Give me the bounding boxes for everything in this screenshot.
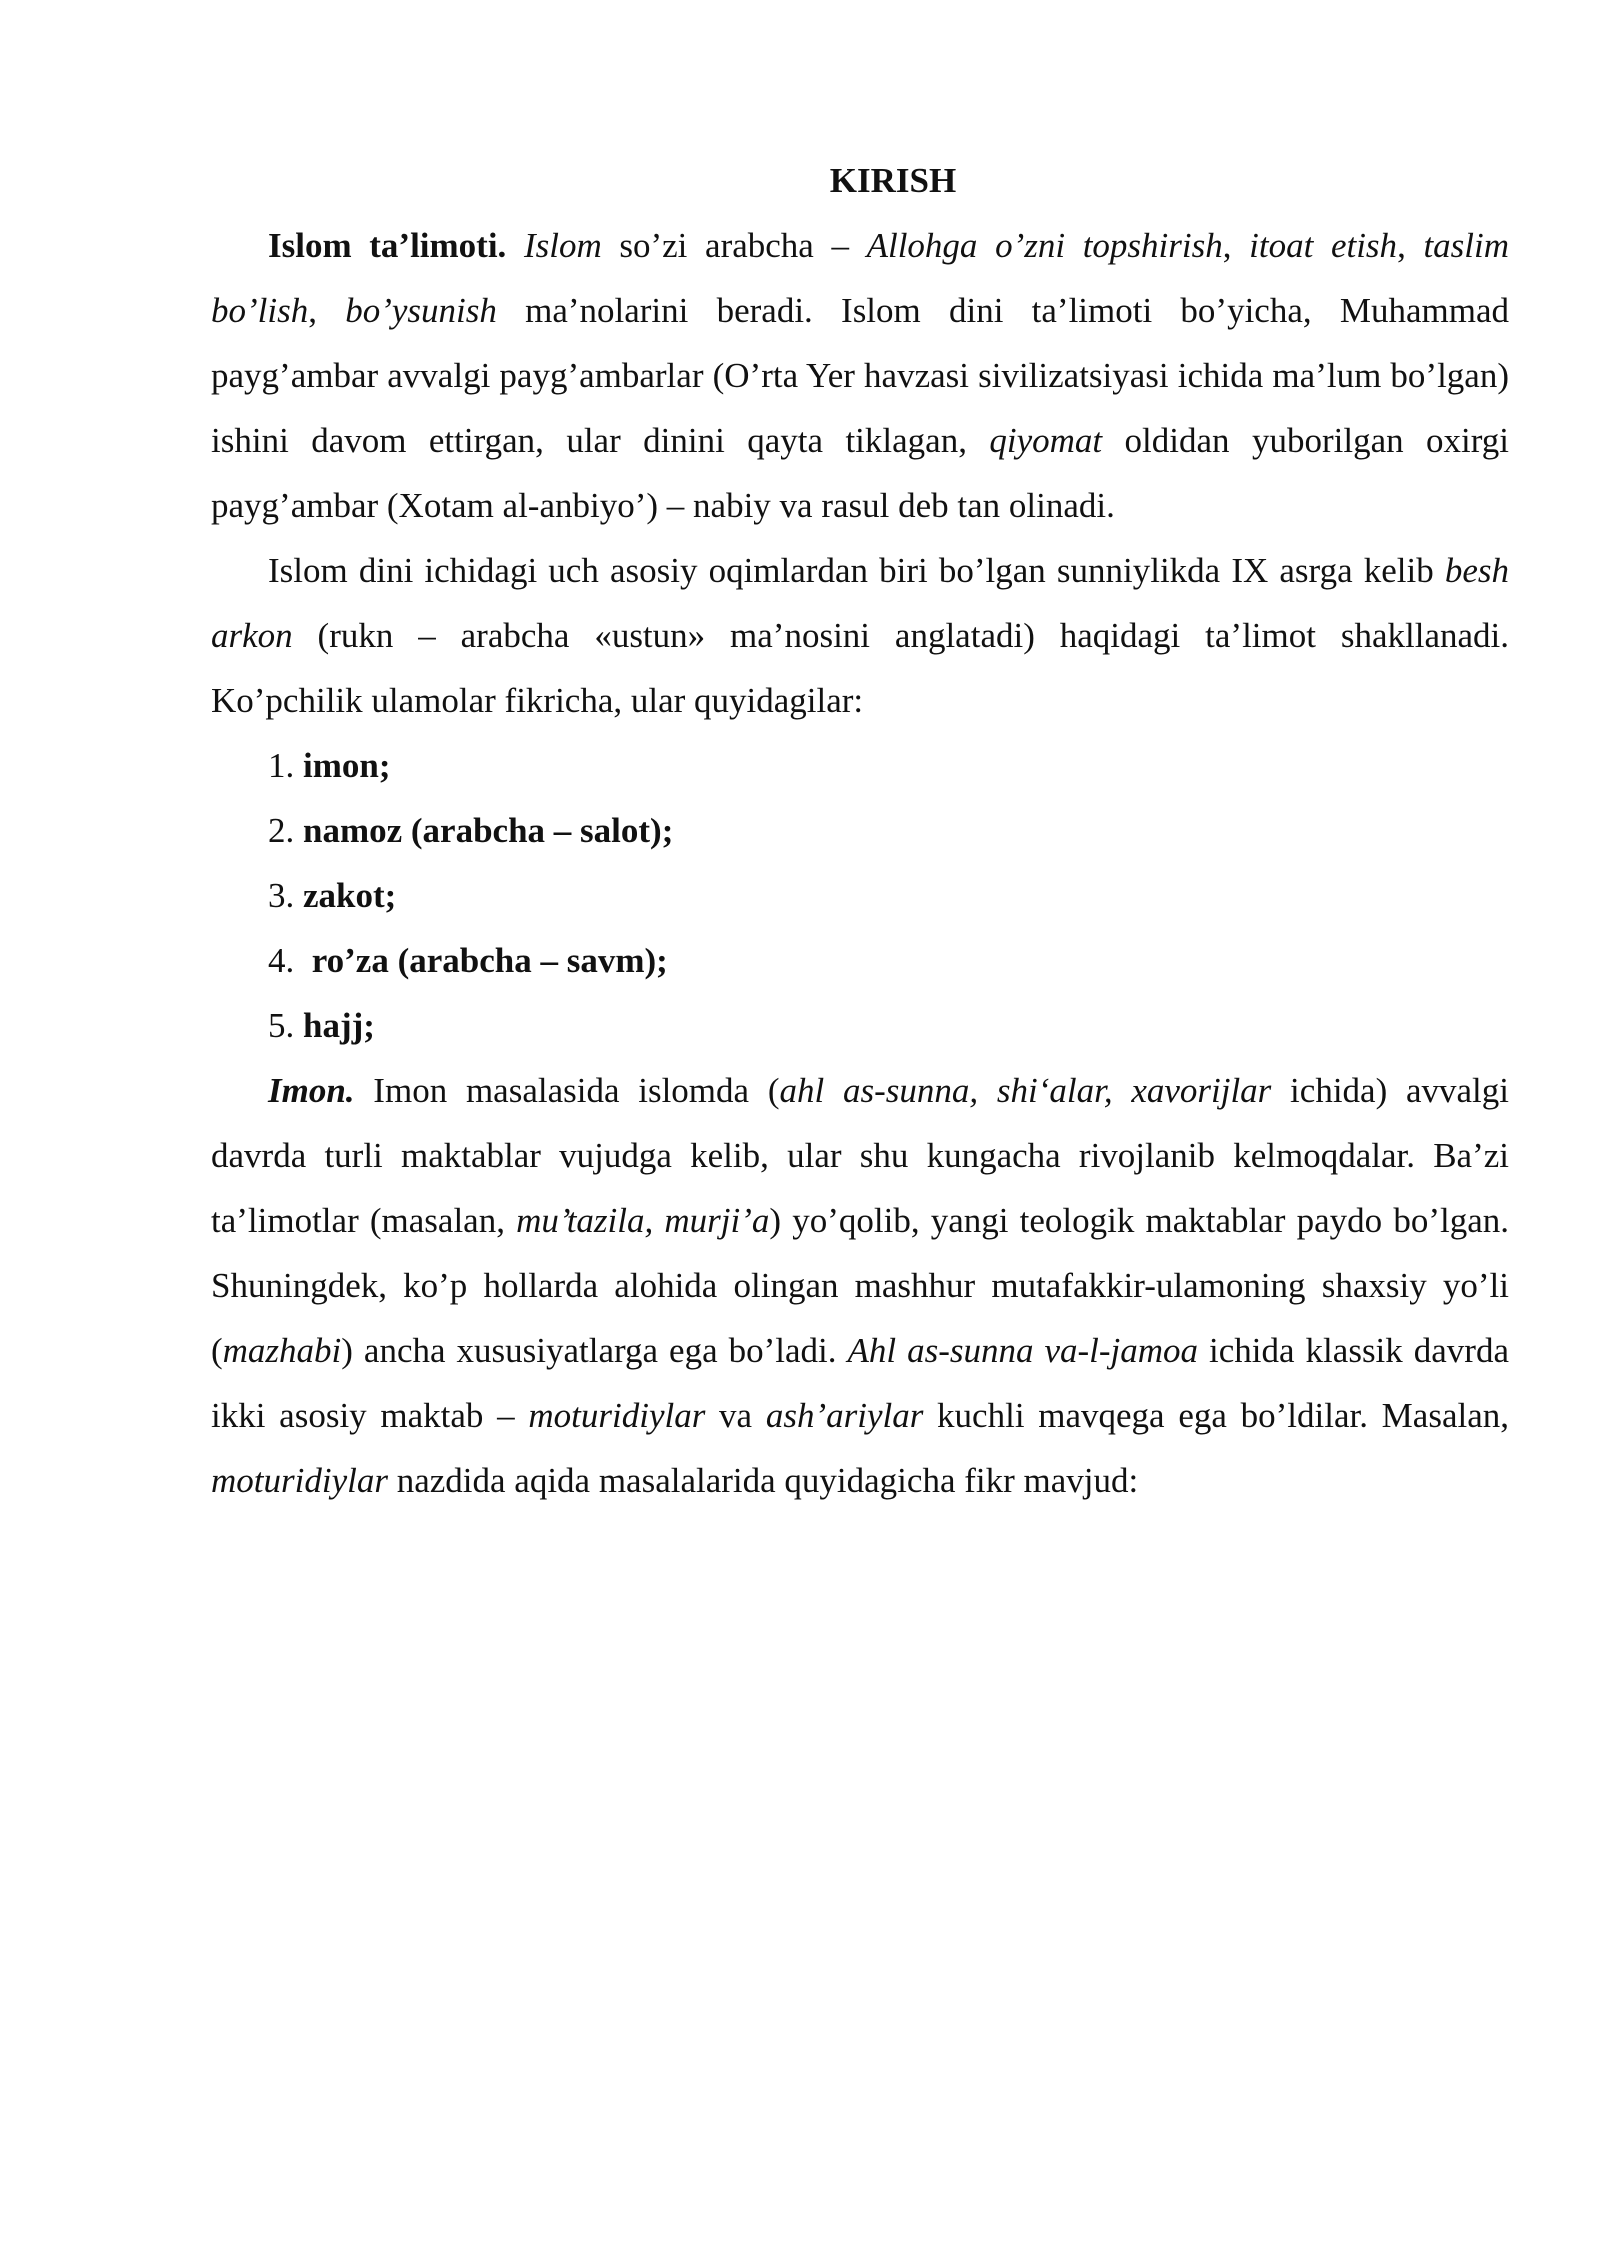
text-run: Imon masalasida islomda ( <box>354 1071 780 1110</box>
list-item: 3. zakot; <box>268 876 397 915</box>
text-run: ) ancha xususiyatlarga ega bo’ladi. <box>341 1331 848 1370</box>
list-item: 2. namoz (arabcha – salot); <box>268 811 674 850</box>
text-run: (rukn – arabcha «ustun» ma’nosini anglatadi) haqidagi ta’limot shakllanadi. Ko’pchilik ulamolar fikricha, ular quyidagilar: <box>211 616 1509 720</box>
text-run: taslim bo’lish <box>211 226 1510 330</box>
text-run: , <box>308 291 346 330</box>
text-run: va <box>705 1396 766 1435</box>
text-run: nazdida aqida masalalarida quyidagicha fikr mavjud: <box>387 1461 1139 1500</box>
text-run: Ahl as-sunna va-l-jamoa <box>847 1331 1199 1370</box>
document-page <box>211 148 1509 1513</box>
list-item: 4. ro’za (arabcha – savm); <box>268 941 668 980</box>
text-run: mu’tazila, murji’a <box>516 1201 770 1240</box>
text-run: oldidan yuborilgan oxirgi payg’ambar (Xotam al-anbiyo’) – nabiy va rasul deb tan olinadi. <box>211 421 1509 525</box>
text-run: ) yo’qolib, yangi teologik maktablar paydo bo’lgan. Shuningdek, ko’p hollarda alohida olingan mashhur mutafakkir-ulamoning shaxsiy yo’li ( <box>211 1201 1509 1370</box>
list-item: 1. imon; <box>268 746 391 785</box>
text-run: besh arkon <box>211 551 1509 655</box>
text-run: kuchli mavqega ega bo’ldilar. Masalan, <box>923 1396 1509 1435</box>
text-run: ma’nolarini beradi. Islom dini ta’limoti bo’yicha, Muhammad payg’ambar avvalgi payg’ambarlar (O’rta Yer havzasi sivilizatsiyasi ichida ma’lum bo’lgan) ishini davom ettirgan, ular dinini qayta tiklagan, <box>211 291 1509 460</box>
pillars-list <box>211 733 1509 1058</box>
text-run: so’zi arabcha – <box>601 226 867 265</box>
text-run: qiyomat <box>989 421 1103 460</box>
text-run: , <box>1397 226 1424 265</box>
page-title: KIRISH <box>829 161 957 200</box>
text-run <box>506 226 524 265</box>
text-run: ahl as-sunna, shi‘alar, xavorijlar <box>779 1071 1272 1110</box>
text-run: Islom ta’limoti. <box>268 226 507 265</box>
text-run: Islom <box>523 226 602 265</box>
text-run: mazhabi <box>222 1331 342 1370</box>
text-run: Allohga o’zni topshirish <box>866 226 1223 265</box>
paragraph-besh-arkon <box>211 538 1509 733</box>
paragraph-islom-talimoti <box>211 213 1509 538</box>
text-run: itoat etish <box>1249 226 1398 265</box>
text-run: bo’ysunish <box>345 291 497 330</box>
text-run: ichida) avvalgi davrda turli maktablar vujudga kelib, ular shu kungacha rivojlanib kelmoqdalar. Ba’zi ta’limotlar (masalan, <box>211 1071 1509 1240</box>
text-run: , <box>1222 226 1250 265</box>
list-item: 5. hajj; <box>268 1006 375 1045</box>
text-run: moturidiylar <box>211 1461 388 1500</box>
text-run: moturidiylar <box>528 1396 706 1435</box>
paragraph-imon <box>211 1058 1509 1513</box>
text-run: Imon. <box>268 1071 355 1110</box>
text-run: Islom dini ichidagi uch asosiy oqimlardan biri bo’lgan sunniylikda IX asrga kelib <box>268 551 1445 590</box>
text-run: ichida klassik davrda ikki asosiy maktab – <box>211 1331 1510 1435</box>
text-run: ash’ariylar <box>765 1396 924 1435</box>
